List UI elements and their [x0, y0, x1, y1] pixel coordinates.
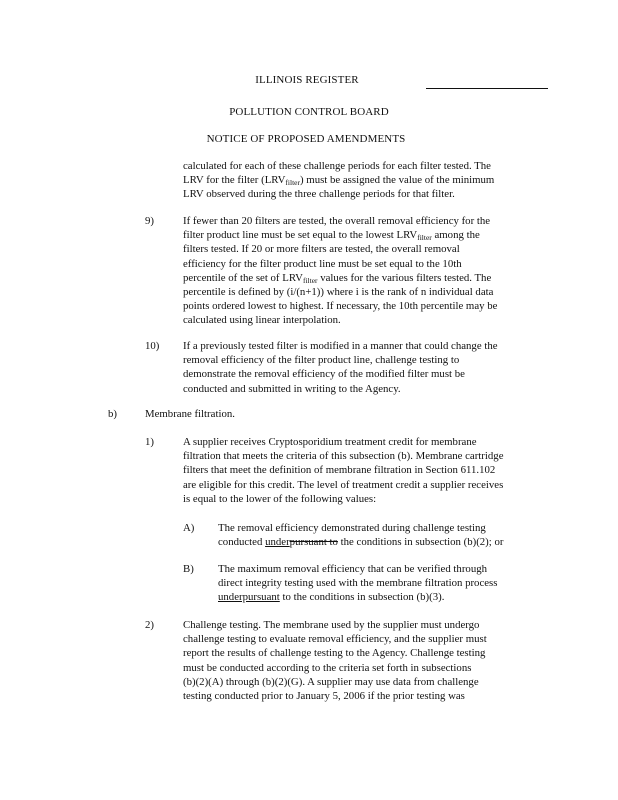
board-title: POLLUTION CONTROL BOARD: [229, 106, 389, 118]
text-line: underpursuant to the conditions in subsection (b)(3).: [218, 591, 445, 604]
text-line: efficiency for the filter product line must be set equal to the 10th: [183, 257, 462, 270]
header-rule: [426, 88, 548, 89]
deleted-text: pursuant to: [289, 536, 338, 549]
item-2-label: 2): [145, 619, 154, 631]
text-line: direct integrity testing used with the membrane filtration process: [218, 577, 498, 590]
text-line: percentile is defined by (i/(n+1)) where i is the rank of n individual data: [183, 286, 494, 299]
text-line: testing conducted prior to January 5, 2006 if the prior testing was: [183, 690, 465, 703]
text-line: filters tested. If 20 or more filters are tested, the overall removal: [183, 243, 460, 256]
inserted-text: under: [265, 536, 290, 549]
text-line: conducted and submitted in writing to the Agency.: [183, 382, 401, 395]
amended-text: underpursuant: [218, 591, 280, 604]
text-line: calculated using linear interpolation.: [183, 314, 341, 327]
text-line: points ordered lowest to highest. If necessary, the 10th percentile may be: [183, 300, 498, 313]
notice-title: NOTICE OF PROPOSED AMENDMENTS: [206, 133, 406, 145]
text-line: demonstrate the removal efficiency of the modified filter must be: [183, 368, 465, 381]
item-a-paragraph: [218, 521, 503, 549]
text-line: must be conducted according to the criteria set forth in subsections: [183, 661, 472, 674]
section-b-title: Membrane filtration.: [145, 408, 235, 420]
register-title: ILLINOIS REGISTER: [255, 74, 359, 86]
text-line: Challenge testing. The membrane used by the supplier must undergo: [183, 619, 480, 631]
text-line: The maximum removal efficiency that can be verified through: [218, 563, 488, 575]
item-9-paragraph: [183, 214, 497, 328]
text-line: filters that meet the definition of membrane filtration in Section 611.102: [183, 464, 496, 477]
text-line: calculated for each of these challenge periods for each filter tested. The: [183, 160, 491, 172]
item-2-paragraph: [183, 618, 487, 703]
section-b-label: b): [108, 408, 117, 420]
text-line: The removal efficiency demonstrated during challenge testing: [218, 522, 486, 534]
text-line: is equal to the lower of the following values:: [183, 492, 377, 505]
text-line: filter product line must be set equal to the lowest $LRV_{filter}$ among the: [183, 229, 480, 243]
item-b-paragraph: [218, 562, 497, 605]
text-line: are eligible for this credit. The level of treatment credit a supplier receives: [183, 478, 504, 491]
item-1-label: 1): [145, 436, 154, 448]
text-line: (b)(2)(A) through (b)(2)(G). A supplier may use data from challenge: [183, 675, 479, 688]
item-1-paragraph: [183, 435, 504, 506]
item-b-label: B): [183, 563, 194, 575]
text-line: report the results of challenge testing to the Agency. Challenge testing: [183, 647, 486, 660]
item-10-paragraph: [183, 339, 498, 396]
text-line: LRV for the filter $(LRV_{filter})$ must be assigned the value of the minimum: [183, 174, 495, 188]
text-line: removal efficiency of the filter product line, challenge testing to: [183, 354, 460, 367]
text-line: LRV observed during the three challenge periods for that filter.: [183, 188, 455, 201]
item-a-label: A): [183, 522, 195, 534]
text-line: percentile of the set of $LRV_{filter}$ values for the various filters tested. The: [183, 271, 492, 285]
text-line: challenge testing to evaluate removal efficiency, and the supplier must: [183, 633, 487, 646]
text-line: If a previously tested filter is modified in a manner that could change the: [183, 340, 498, 352]
continuation-paragraph: [183, 159, 494, 202]
text-line: If fewer than 20 filters are tested, the overall removal efficiency for the: [183, 215, 491, 227]
text-line: A supplier receives Cryptosporidium treatment credit for membrane: [183, 436, 477, 448]
text-line: conducted underpursuant to the conditions in subsection (b)(2); or: [218, 536, 504, 549]
item-9-label: 9): [145, 215, 154, 227]
text-line: filtration that meets the criteria of this subsection (b). Membrane cartridge: [183, 450, 504, 463]
item-10-label: 10): [145, 340, 160, 352]
